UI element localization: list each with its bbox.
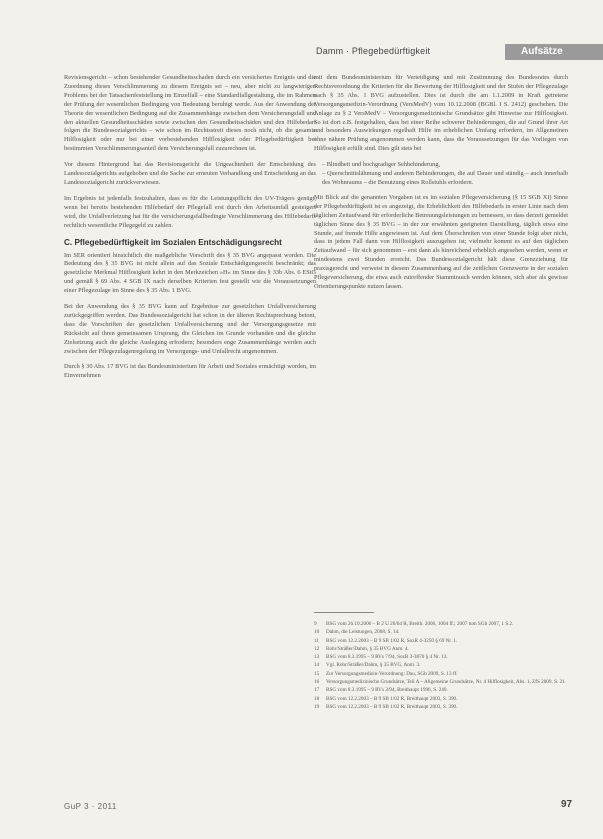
- footnote: 16 Versorgungsmedizinische Grundsätze, Teil A – Allgemeine Grundsätze, Nr. 4 Hilflosigkeit, Abs. 1, ZfS 2009, S. 21.: [314, 679, 567, 686]
- section-tab: Aufsätze: [505, 44, 603, 60]
- paragraph: Im SER orientiert hinsichtlich die maßgebliche Vorschrift des § 35 BVG angepasst worden. Die Bedeutung des § 35 BVG ist nicht allein auf das Soziale Entschädigungsrecht beschränkt; das gesetzliche Merkmal Hilflosigkeit kehrt in den Merkzeichen »H« im Sinne des § 33b Abs. 6 EStG und gemäß § 69 Abs. 4 SGB IX nach derselben Kriterien fest gestellt wie die Voraussetzungen einer Pflegezulage im Sinne des § 35 Abs. 1 BVG.: [64, 251, 316, 295]
- paragraph: Revisionsgericht – schon bestehender Gesundheitsschaden durch ein versichertes Ereignis und die Zuordnung dieses Verschlimmerung zu diesem Ereignis sei – neu, aber nicht zu langwierigen Problems bei der Tatsachenfeststellung im Einzelfall – eine Standardfallgestaltung, die im Rahmen der Prüfung der wesentlichen Bedingung von Bedeutung beruhigt werde. Aus der Anwendung der Theorie der wesentlichen Bedingung auf die Zusammenhänge zwischen dem Versicherungsfall und den aktuellen Gesundheitsschäden sowie zwischen den Gesundheitsschäden und den Hilfebedarf folgen die Bundessozialgerichts – wie schon im Rechtsstreit dieses noch nicht, ob die gesamte Hilflosigkeit oder nur bei einer vorbestehenden Hilflosigkeit oder Pflegebedürftigkeit bei bestimmten Verschlimmerungsanteil dem Versicherungsfall zuzurechnen ist.: [64, 74, 316, 153]
- footnote: 10 Dahm, die Leistungen, 2008, S. 14.: [314, 629, 400, 636]
- list-item: – Querschnittslähmung und anderen Behinderungen, die auf Dauer und ständig – auch innerhalb des Wohnraums – die Benutzung eines Rollstuhls erfordern.: [322, 170, 568, 188]
- paragraph: Mit Blick auf die genannten Vorgaben ist es im sozialen Pflegeversicherung (§ 15 SGB XI) Sinne der Pflegebedürftigkeit ist es angezeigt, die Erheblichkeit des Hilfebedarfs in erster Linie nach dem täglichen Zeitaufwand für erforderliche Betreuungsleistungen zu bemessen, so dass derzeit gemeldet täglichen Sinne des § 35 BVG – in der zur erwähnten geeigneten Darstellung, täglich etwa eine Stunde, auf fremde Hilfe angewiesen ist. Auf dem Überschreiten von einer Stunde folgt aber nicht, dass in jedem Fall dann von Hilflosigkeit auszugehen ist; vielmehr kommt es auf den täglichen Zeitaufwand – für sich genommen – erst dann als hinreichend erheblich angesehen werden, wenn er mindestens zwei Stunden erreicht. Das Bundessozialgericht hält diese Grenzziehung für praxisgerecht und verweist in diesem Zusammenhang auf die zeitlichen Grenzwerte in der sozialen Pflegeversicherung, die etwa auch zutreffender Stammtrauch werden können, sich aber als gewisse Orientierungspunkte nutzen lassen.: [314, 193, 568, 290]
- footnote: 18 BSG vom 12.2.2003 – B 9 SB 1/02 R, Breithaupt 2003, S. 390.: [314, 695, 458, 702]
- footnote: 19 BSG vom 12.2.2003 – B 9 SB 1/02 R, Breithaupt 2003, S. 390.: [314, 703, 458, 710]
- footnote: 12 Rohr/Sträßer/Dahm, § 35 BVG Anm. 4.: [314, 645, 409, 652]
- paragraph: mit dem Bundesministerium für Verteidigung und mit Zustimmung des Bundesrates durch Rechtsverordnung die Kriterien für die Bewertung der Hilflosigkeit und der Stufen der Pflegezulage nach § 35 Abs. 1 BVG aufzustellen. Dies ist durch die am 1.1.2009 in Kraft getretene Versorgungsmedizin-Verordnung (VersMedV) vom 10.12.2008 (BGBl. I S. 2412) geschehen. Die Anlage zu § 2 VersMedV – Versorgungsmedizinische Grundsätze gibt Hinweise zur Hilflosigkeit. So ist dort z.B. festgehalten, dass bei einer Reihe schwerer Behinderungen, die auf Grund ihrer Art und besonders Auswirkungen regelhaft Hilfe im erheblichen Umfang erfordern, im Allgemeinen ohne nähere Prüfung angenommen werden kann, dass die Voraussetzungen für das Vorliegen von Hilflosigkeit erfüllt sind. Dies gilt stets bei: [314, 74, 568, 153]
- paragraph: Im Ergebnis ist jedenfalls festzuhalten, dass es für die Leistungspflicht des UV-Trägers genügt, wenn bei bereits bestehenden Hilfebedarf der Pflegefall erst durch den Arbeitsunfall gesteigert wird, die Unfallverletzung hat für die versicherungsfallbedingte Verschlimmerung des Hilfebedarfs rechtlich wesentliche Pflegegeld zu zahlen.: [64, 194, 316, 229]
- footnote: 17 BSG vom 8.3.1995 – 9 RVs 3/94, Breithaupt 1996, S. 240.: [314, 687, 448, 694]
- bullet-list: [314, 161, 568, 188]
- paragraph: Vor diesem Hintergrund hat das Revisionsgericht die Ungeachtetheit der Entscheidung des Landessozialgerichts aufgehoben und die Sache zur erneuten Verhandlung und Entscheidung an das Landessozialgericht zurückverwiesen.: [64, 161, 316, 186]
- list-item: – Blindheit und hochgradiger Sehbehinderung,: [322, 161, 568, 170]
- running-header: [312, 44, 603, 60]
- journal-issue: GuP 3 · 2011: [64, 802, 117, 811]
- footnote-divider: [314, 612, 374, 613]
- paragraph: Bei der Anwendung des § 35 BVG kann auf Ergebnisse zur gesetzlichen Unfallversicherung zurückgegriffen werden. Das Bundessozialgericht hat schon in der älteren Rechtsprechung betont, dass die Vorschriften der gesetzlichen Unfallversicherung und der Versorgungsgesetze mit Rücksicht auf ihren gemeinsamen Ursprung, die Gleichen im Grunde vorhanden und die gleiche Zielsetzung auch die gleiche Auslegung erfordern; besonders enge Zusammenhänge werden auch zwischen der Pflegezulagenregelung im Versorgungs- und Unfallrecht angenommen.: [64, 303, 316, 355]
- footnote: 15 Zur Versorgungsmedizin-Verordnung: Dau, SGb 2009, S. 13 ff.: [314, 670, 458, 677]
- running-title: Damm · Pflegebedürftigkeit: [316, 46, 431, 56]
- section-heading: C. Pflegebedürftigkeit im Sozialen Entschädigungsrecht: [64, 237, 282, 247]
- footnotes: [314, 620, 568, 711]
- paragraph: Durch § 30 Abs. 17 BVG ist das Bundesministerium für Arbeit und Soziales ermächtigt worden, im Einvernehmen: [64, 363, 316, 380]
- page-number: 97: [561, 799, 573, 810]
- footnote: 11 BSG vom 12.2.2003 – B 9 SB 1/02 R, SozR 4-3250 § 69 Nr. 1.: [314, 637, 458, 644]
- left-column: [64, 74, 316, 388]
- right-column: [314, 74, 568, 299]
- footnote: 13 BSG vom 8.3.1995 – 9 RVs 7/94, SozR 3-3870 § 4 Nr. 13.: [314, 654, 448, 661]
- footnote: 9 BSG vom 26.10.2006 – B 2 U 26/04 R, Breith. 2006, 1004 ff.; 2007 tum SGb 2007, 1 S.2.: [314, 621, 514, 627]
- footnote: 14 Vgl. Rohr/Sträßer/Dahm, § 35 BVG, Anm. 3.: [314, 662, 421, 669]
